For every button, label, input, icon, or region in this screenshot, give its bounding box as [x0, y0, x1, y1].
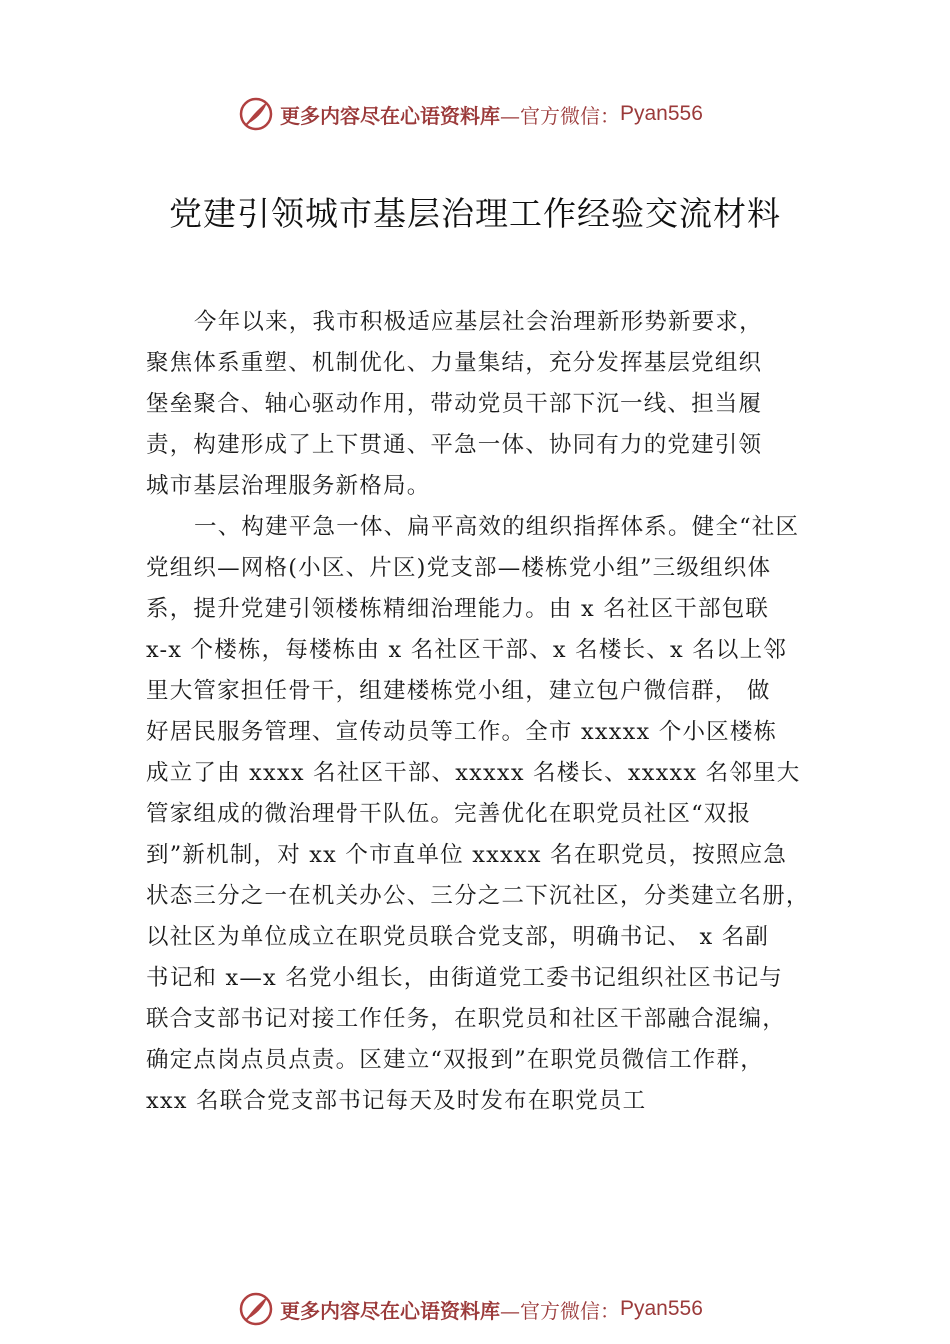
paragraph-line: 系，提升党建引领楼栋精细治理能力。由 x 名社区干部包联: [146, 596, 770, 622]
paragraph-line: 状态三分之一在机关办公、三分之二下沉社区，分类建立名册，: [146, 883, 810, 909]
paragraph-line: 书记和 x—x 名党小组长，由街道党工委书记组织社区书记与: [146, 965, 783, 991]
watermark-tail-text: —官方微信：: [500, 1298, 620, 1323]
paragraph-line: 成立了由 xxxx 名社区干部、xxxxx 名楼长、xxxxx 名邻里大: [146, 760, 801, 786]
watermark-main-text: 更多内容尽在心语资料库: [280, 103, 500, 128]
paragraph-line: 今年以来，我市积极适应基层社会治理新形势新要求，: [194, 309, 763, 335]
paragraph-line: 一、构建平急一体、扁平高效的组织指挥体系。健全“社区: [194, 514, 800, 540]
paragraph-line: 党组织—网格(小区、片区)党支部—楼栋党小组”三级组织体: [146, 555, 772, 581]
paragraph-line: 聚焦体系重塑、机制优化、力量集结，充分发挥基层党组织: [146, 350, 763, 376]
paragraph-line: xxx 名联合党支部书记每天及时发布在职党员工: [146, 1088, 647, 1114]
paragraph-line: 管家组成的微治理骨干队伍。完善优化在职党员社区“双报: [146, 801, 752, 827]
watermark-banner-bottom: [238, 1289, 703, 1329]
paragraph-line: 城市基层治理服务新格局。: [146, 473, 431, 499]
paragraph-line: 堡垒聚合、轴心驱动作用，带动党员干部下沉一线、担当履: [146, 391, 763, 417]
paragraph-line: 到”新机制，对 xx 个市直单位 xxxxx 名在职党员，按照应急: [146, 842, 788, 868]
watermark-wechat-id: Pyan556: [620, 1297, 703, 1320]
watermark-wechat-id: Pyan556: [620, 102, 703, 125]
document-title: 党建引领城市基层治理工作经验交流材料: [169, 194, 781, 233]
watermark-banner-top: [238, 94, 703, 134]
quill-logo-icon: [238, 96, 274, 132]
paragraph-line: 里大管家担任骨干，组建楼栋党小组，建立包户微信群， 做: [146, 678, 771, 704]
quill-logo-icon: [238, 1291, 274, 1327]
document-body: [146, 302, 836, 1122]
watermark-tail-text: —官方微信：: [500, 103, 620, 128]
paragraph-line: 好居民服务管理、宣传动员等工作。全市 xxxxx 个小区楼栋: [146, 719, 778, 745]
paragraph-line: x-x 个楼栋，每楼栋由 x 名社区干部、x 名楼长、x 名以上邻: [146, 637, 788, 663]
paragraph-line: 确定点岗点员点责。区建立“双报到”在职党员微信工作群，: [146, 1047, 764, 1073]
paragraph-line: 联合支部书记对接工作任务，在职党员和社区干部融合混编，: [146, 1006, 786, 1032]
watermark-main-text: 更多内容尽在心语资料库: [280, 1298, 500, 1323]
paragraph-line: 以社区为单位成立在职党员联合党支部，明确书记、 x 名副: [146, 924, 770, 950]
paragraph-line: 责，构建形成了上下贯通、平急一体、协同有力的党建引领: [146, 432, 763, 458]
